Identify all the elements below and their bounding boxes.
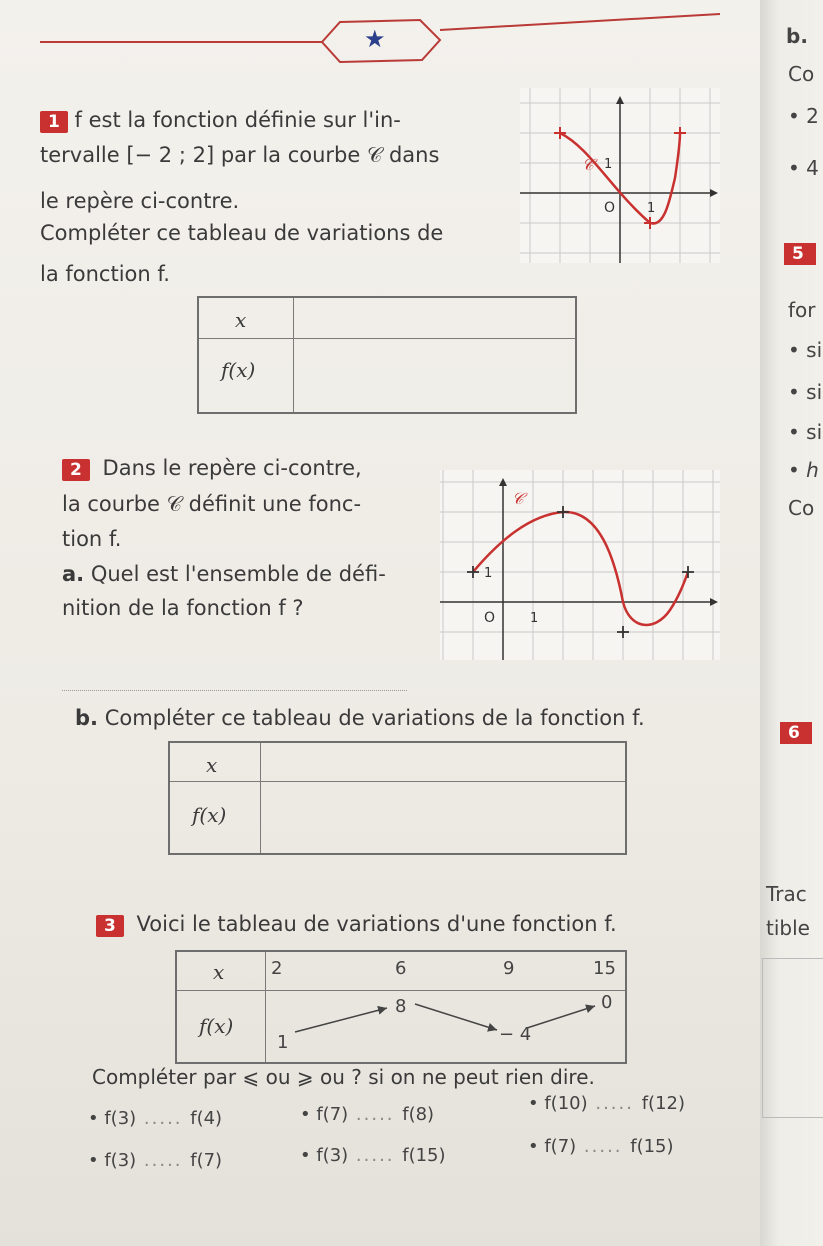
ex1-line1-text: f est la fonction définie sur l'in- — [74, 108, 401, 132]
comparison-item: • f(3) ..... f(15) — [300, 1145, 446, 1166]
ex3-variation-table — [175, 950, 627, 1064]
ex2-origin-label: O — [484, 610, 496, 626]
comparison-left: f(7) — [544, 1136, 577, 1157]
ex3-number-badge: 3 — [96, 915, 124, 937]
rp-si1-text: si — [806, 338, 823, 362]
comparison-left: f(3) — [104, 1108, 137, 1129]
rp-si3-text: si — [806, 420, 823, 444]
ex2-qa-line1 — [62, 562, 386, 586]
ex1-line4: Compléter ce tableau de variations de — [40, 221, 444, 245]
ex2-line3: tion f. — [62, 527, 122, 551]
rp-bullet-2-text: 2 — [806, 104, 819, 128]
ex1-number-badge: 1 — [40, 111, 68, 133]
ex1-line1 — [40, 108, 401, 133]
rp-si3: • si — [788, 420, 823, 444]
comparison-right: f(15) — [402, 1145, 446, 1166]
ex2-one-y-label: 1 — [484, 566, 493, 581]
ex3-table-fx-label: f(x) — [199, 1014, 234, 1038]
ex1-graph — [520, 88, 720, 263]
ex3-f-value: 0 — [601, 992, 613, 1013]
star-icon: ★ — [364, 25, 386, 53]
rp-si2-text: si — [806, 380, 823, 404]
ex3-x-value: 2 — [271, 958, 283, 979]
rp-for: for — [788, 298, 816, 322]
ex1-curve-label: 𝒞 — [582, 155, 594, 174]
rp-si1: • si — [788, 338, 823, 362]
right-page-edge — [760, 0, 823, 1246]
ex1-one-x-label: 1 — [647, 201, 656, 216]
comparison-left: f(10) — [544, 1093, 588, 1114]
ex3-variation-arrows — [265, 990, 621, 1060]
ex2-qb-label: b. — [75, 706, 99, 730]
ex2-table-fx-label: f(x) — [192, 803, 227, 827]
rp-ex5-badge: 5 — [784, 243, 816, 265]
ex2-qa-line2: nition de la fonction f ? — [62, 596, 304, 620]
comparison-right: f(8) — [402, 1104, 435, 1125]
rp-tible: tible — [766, 916, 810, 940]
rp-ex6-badge: 6 — [780, 722, 812, 744]
ex3-x-value: 15 — [593, 958, 616, 979]
comparison-left: f(3) — [316, 1145, 349, 1166]
ex3-intro-text: Voici le tableau de variations d'une fonction f. — [136, 912, 617, 936]
comparison-item: • f(10) ..... f(12) — [528, 1093, 685, 1114]
ex2-answer-line — [62, 690, 407, 691]
comparison-item: • f(7) ..... f(15) — [528, 1136, 674, 1157]
ex2-qb-line — [75, 706, 645, 730]
ex3-table-x-label: x — [213, 960, 225, 984]
ex2-line1 — [62, 456, 362, 481]
ex3-f-value: 1 — [277, 1032, 289, 1053]
ex1-line2: tervalle [− 2 ; 2] par la courbe 𝒞 dans — [40, 143, 440, 167]
ex2-line2: la courbe 𝒞 définit une fonc- — [62, 492, 362, 516]
ex2-table-x-label: x — [206, 753, 218, 777]
ex2-qa-label: a. — [62, 562, 85, 586]
ex1-one-y-label: 1 — [604, 157, 613, 172]
comparison-right: f(4) — [190, 1108, 223, 1129]
comparison-right: f(15) — [630, 1136, 674, 1157]
rp-b-label: b. — [786, 24, 808, 48]
ex2-qb-text: Compléter ce tableau de variations de la fonction f. — [104, 706, 645, 730]
ex2-number-badge: 2 — [62, 459, 90, 481]
ex3-instruction: Compléter par ⩽ ou ⩾ ou ? si on ne peut rien dire. — [92, 1065, 595, 1089]
rp-graph-box — [762, 958, 823, 1118]
comparison-right: f(12) — [641, 1093, 685, 1114]
ex3-x-value: 9 — [503, 958, 515, 979]
rp-h: • h — [788, 458, 819, 482]
comparison-left: f(7) — [316, 1104, 349, 1125]
comparison-item: • f(7) ..... f(8) — [300, 1104, 435, 1125]
ex1-line5: la fonction f. — [40, 262, 170, 286]
ex2-line1-text: Dans le repère ci-contre, — [102, 456, 362, 480]
ex2-curve-label: 𝒞 — [512, 489, 524, 508]
rp-si2: • si — [788, 380, 823, 404]
rp-bullet-2: • 2 — [788, 104, 819, 128]
ex3-intro-line — [96, 912, 617, 937]
ex1-table-x-label: x — [235, 308, 247, 332]
comparison-item: • f(3) ..... f(4) — [88, 1108, 223, 1129]
rp-trac: Trac — [766, 882, 807, 906]
ex2-qa-text: Quel est l'ensemble de défi- — [90, 562, 386, 586]
rp-bullet-4: • 4 — [788, 156, 819, 180]
comparison-item: • f(3) ..... f(7) — [88, 1150, 223, 1171]
rp-co1: Co — [788, 62, 815, 86]
ex1-variation-table — [197, 296, 577, 414]
comparison-right: f(7) — [190, 1150, 223, 1171]
rp-h-text: h — [806, 458, 819, 482]
ex1-origin-label: O — [604, 200, 616, 216]
ex3-f-value: − 4 — [499, 1024, 532, 1045]
ex2-variation-table — [168, 741, 627, 855]
ex3-x-value: 6 — [395, 958, 407, 979]
ex1-table-fx-label: f(x) — [221, 358, 256, 382]
rp-co2: Co — [788, 496, 815, 520]
ex2-graph — [440, 470, 720, 660]
ex1-line3: le repère ci-contre. — [40, 189, 240, 213]
rp-bullet-4-text: 4 — [806, 156, 819, 180]
ex2-one-x-label: 1 — [530, 611, 539, 626]
comparison-left: f(3) — [104, 1150, 137, 1171]
ex3-f-value: 8 — [395, 996, 407, 1017]
